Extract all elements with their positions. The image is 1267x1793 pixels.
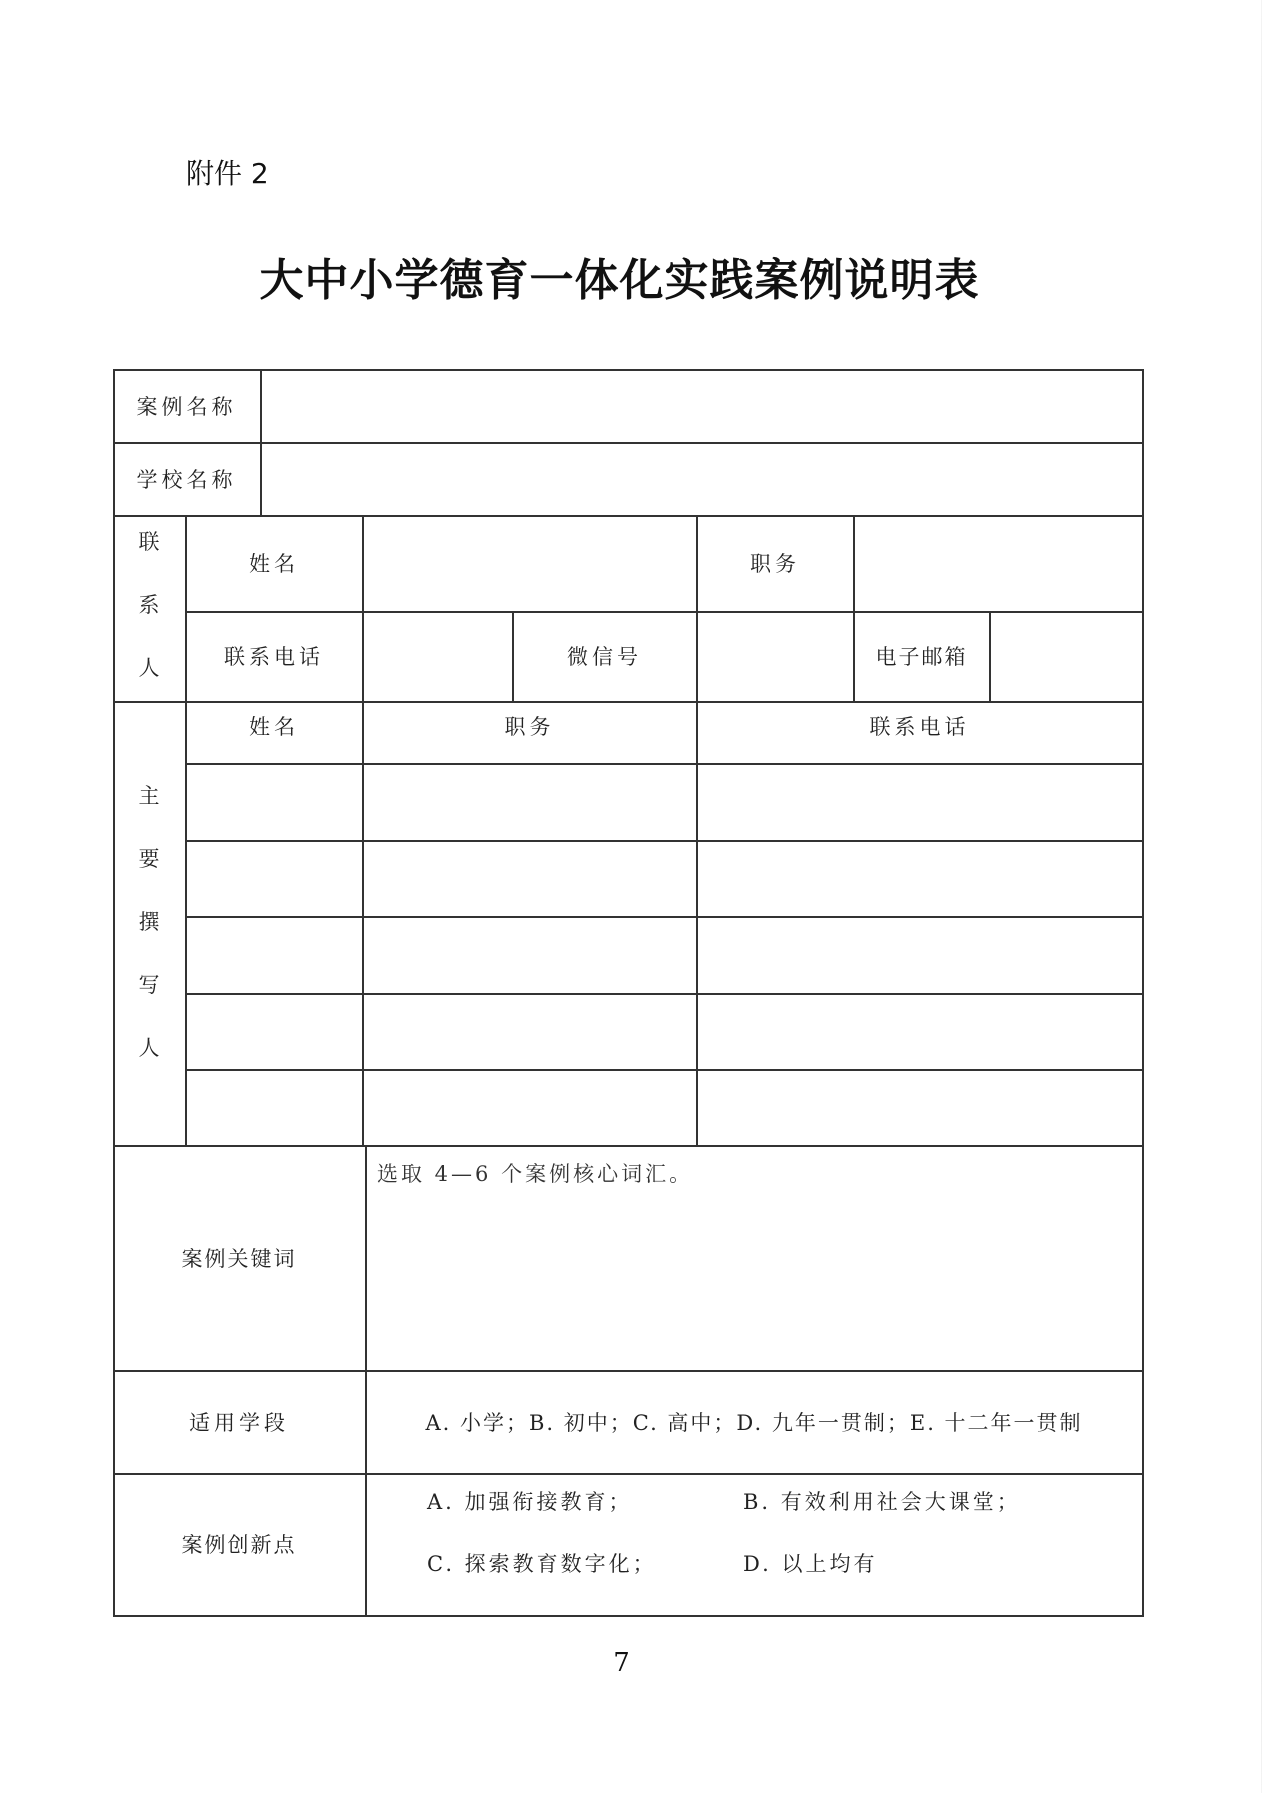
author-phone-field[interactable]	[697, 764, 1142, 840]
author-name-field[interactable]	[186, 764, 362, 840]
stage-options[interactable]: A. 小学；B. 初中；C. 高中；D. 九年一贯制；E. 十二年一贯制	[425, 1410, 1083, 1435]
authors-group-char: 撰	[138, 910, 160, 934]
author-name-field[interactable]	[186, 917, 362, 993]
case-name-field[interactable]	[261, 369, 1142, 442]
author-phone-field[interactable]	[697, 994, 1142, 1069]
contact-phone-field[interactable]	[363, 611, 512, 701]
contact-group-char: 人	[138, 656, 160, 680]
contact-position-label: 职务	[750, 552, 800, 576]
contact-name-label: 姓名	[249, 552, 299, 576]
innovation-option-c[interactable]: C. 探索教育数字化；	[427, 1552, 657, 1576]
innovation-option-d[interactable]: D. 以上均有	[743, 1552, 878, 1576]
contact-group-char: 系	[138, 593, 160, 617]
authors-col-position: 职务	[504, 715, 555, 739]
authors-group-char: 人	[138, 1036, 160, 1060]
school-name-field[interactable]	[261, 442, 1142, 515]
authors-group-label	[113, 780, 185, 1062]
contact-group-label	[113, 526, 185, 682]
contact-wechat-field[interactable]	[697, 611, 853, 701]
authors-col-name: 姓名	[249, 715, 299, 739]
authors-group-char: 主	[138, 784, 160, 808]
author-name-field[interactable]	[186, 841, 362, 916]
author-phone-field[interactable]	[697, 1070, 1142, 1145]
contact-name-field[interactable]	[363, 515, 696, 611]
contact-wechat-label: 微信号	[567, 645, 642, 669]
contact-group-char: 联	[138, 530, 160, 554]
stage-label: 适用学段	[189, 1410, 289, 1435]
innovation-option-b[interactable]: B. 有效利用社会大课堂；	[743, 1490, 1021, 1514]
case-name-label: 案例名称	[136, 394, 237, 419]
page-title-text: 大中小学德育一体化实践案例说明表	[259, 255, 980, 306]
author-name-field[interactable]	[186, 994, 362, 1069]
keywords-hint: 选取 4—6 个案例核心词汇。	[377, 1162, 694, 1186]
authors-group-char: 写	[138, 973, 160, 997]
table-border-bottom	[113, 1615, 1144, 1617]
author-name-field[interactable]	[186, 1070, 362, 1145]
contact-position-field[interactable]	[854, 515, 1142, 611]
authors-group-char: 要	[138, 847, 160, 871]
contact-email-field[interactable]	[990, 611, 1142, 701]
author-phone-field[interactable]	[697, 841, 1142, 916]
author-position-field[interactable]	[363, 764, 696, 840]
contact-email-label: 电子邮箱	[875, 645, 968, 669]
school-name-label: 学校名称	[136, 467, 237, 492]
author-phone-field[interactable]	[697, 917, 1142, 993]
author-position-field[interactable]	[363, 994, 696, 1069]
keywords-label: 案例关键词	[181, 1246, 297, 1271]
keywords-field[interactable]	[366, 1146, 1142, 1370]
page-number: 7	[613, 1648, 630, 1678]
author-position-field[interactable]	[363, 1070, 696, 1145]
innovation-label: 案例创新点	[181, 1533, 297, 1557]
authors-col-phone: 联系电话	[869, 715, 970, 739]
innovation-option-a[interactable]: A. 加强衔接教育；	[427, 1490, 633, 1514]
author-position-field[interactable]	[363, 841, 696, 916]
author-position-field[interactable]	[363, 917, 696, 993]
contact-phone-label: 联系电话	[224, 645, 324, 669]
table-border-right	[1142, 369, 1144, 1616]
attachment-label: 附件 2	[186, 157, 269, 190]
